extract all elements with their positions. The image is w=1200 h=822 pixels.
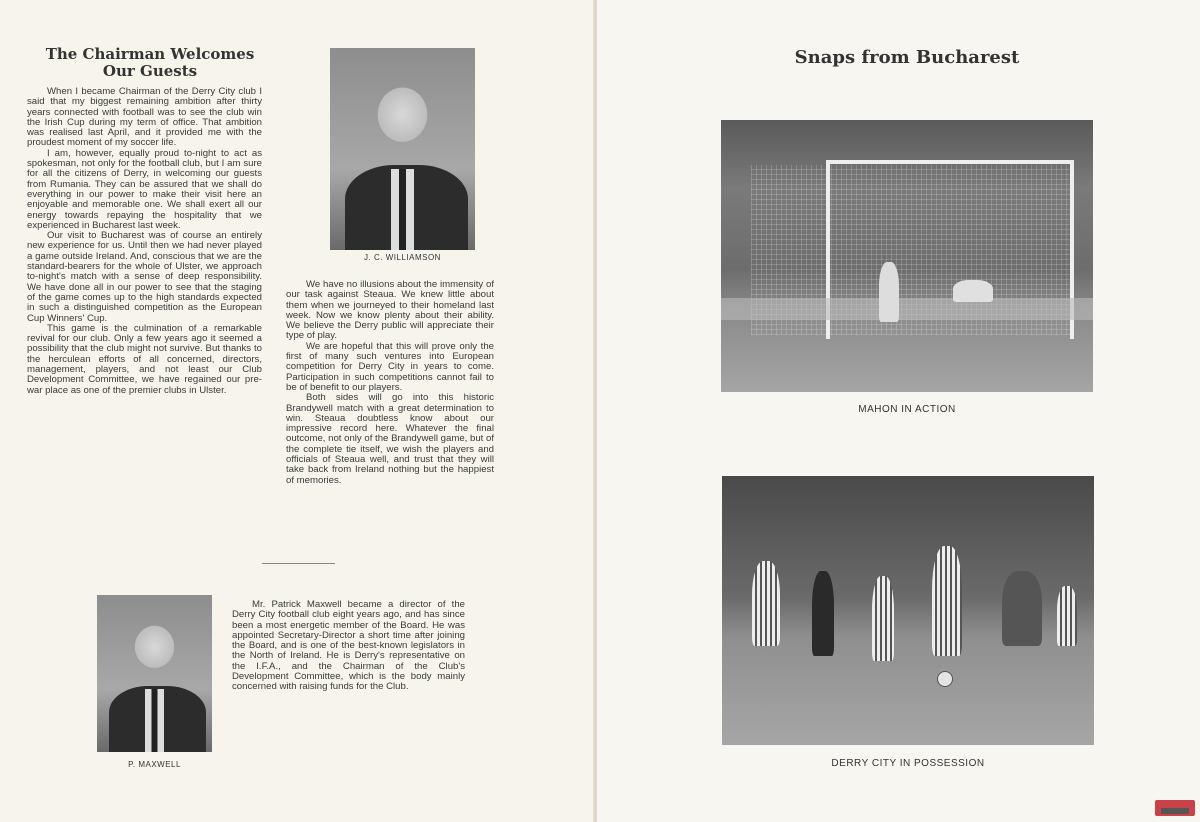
chairman-column-2	[286, 280, 494, 486]
maxwell-caption: P. MAXWELL	[128, 760, 181, 769]
paragraph: This game is the culmination of a remarkable revival for our club. Only a few years ago it seemed a possibility that the club might not survive. But thanks to the herculean efforts of all concerned, directors, management, players, and not least our Club Development Committee, we have regained our pre-war place as one of the premier clubs in Ulster.	[27, 322, 262, 396]
maxwell-portrait	[97, 595, 212, 752]
paragraph: When I became Chairman of the Derry City club I said that my biggest remaining ambition after thirty years connected with football was to see the club win the Irish Cup during my term of office. That ambition was realised last April, and it provided me with the proudest moment of my soccer life.	[27, 86, 262, 149]
photo-derry-city-in-possession	[722, 476, 1094, 745]
left-page	[0, 0, 595, 822]
paragraph: Both sides will go into this historic Brandywell match with a great determination to win. Steaua doubtless know about our impressive record here. Whatever the final outcome, not only of the Brandywell game, but of the complete tie itself, we wish the players and officials of Steaua well, and trust that they will take back from Ireland nothing but the happiest of memories.	[286, 392, 494, 486]
chairman-column-1	[27, 87, 262, 396]
photo2-caption: DERRY CITY IN POSSESSION	[831, 758, 985, 769]
paragraph: I am, however, equally proud to-night to act as spokesman, not only for the football club, but I am sure for all the citizens of Derry, in welcoming our guests from Rumania. They can be assured that we shall do everything in our power to make their visit here an enjoyable and memorable one. We shall exert all our energy towards repaying the hospitality that we experienced in Bucharest last week.	[27, 147, 262, 231]
paragraph: Mr. Patrick Maxwell became a director of the Derry City football club eight years ago, and has since been a most energetic member of the Board. He was appointed Secretary-Director a short time after joining the Board, and is one of the best-known legislators in the North of Ireland. He is Derry's representative on the I.F.A., and the Chairman of the Club's Development Committee, which is the body mainly concerned with raising funds for the Club.	[232, 599, 465, 693]
page-title: Snaps from Bucharest	[794, 47, 1020, 68]
watermark-logo	[1155, 800, 1195, 816]
williamson-caption: J. C. WILLIAMSON	[364, 253, 441, 262]
article-title-line: The Chairman Welcomes	[45, 45, 255, 63]
right-page	[597, 0, 1200, 822]
photo1-caption: MAHON IN ACTION	[858, 404, 956, 415]
article-title	[30, 46, 270, 80]
paragraph: We have no illusions about the immensity of our task against Steaua. We knew little about them when we journeyed to their homeland last week. Now we know plenty about their ability. We believe the Derry public will appreciate their type of play.	[286, 279, 494, 342]
williamson-portrait	[330, 48, 475, 250]
divider	[262, 563, 335, 564]
paragraph: We are hopeful that this will prove only the first of many such ventures into European competition for Derry City in years to come. Participation in such competitions cannot fail to be of benefit to our players.	[286, 340, 494, 393]
article-title-line: Our Guests	[102, 62, 198, 80]
photo-mahon-in-action	[721, 120, 1093, 392]
paragraph: Our visit to Bucharest was of course an entirely new experience for us. Until then we had never played a game outside Ireland. And, conscious that we are the standard-bearers for the whole of Ulster, we approach to-night's match with a sense of deep responsibility. We have done all in our power to see that the staging of the game comes up to the high standards expected in such a distinguished competition as the European Cup Winners' Cup.	[27, 230, 262, 324]
maxwell-bio	[232, 600, 465, 693]
